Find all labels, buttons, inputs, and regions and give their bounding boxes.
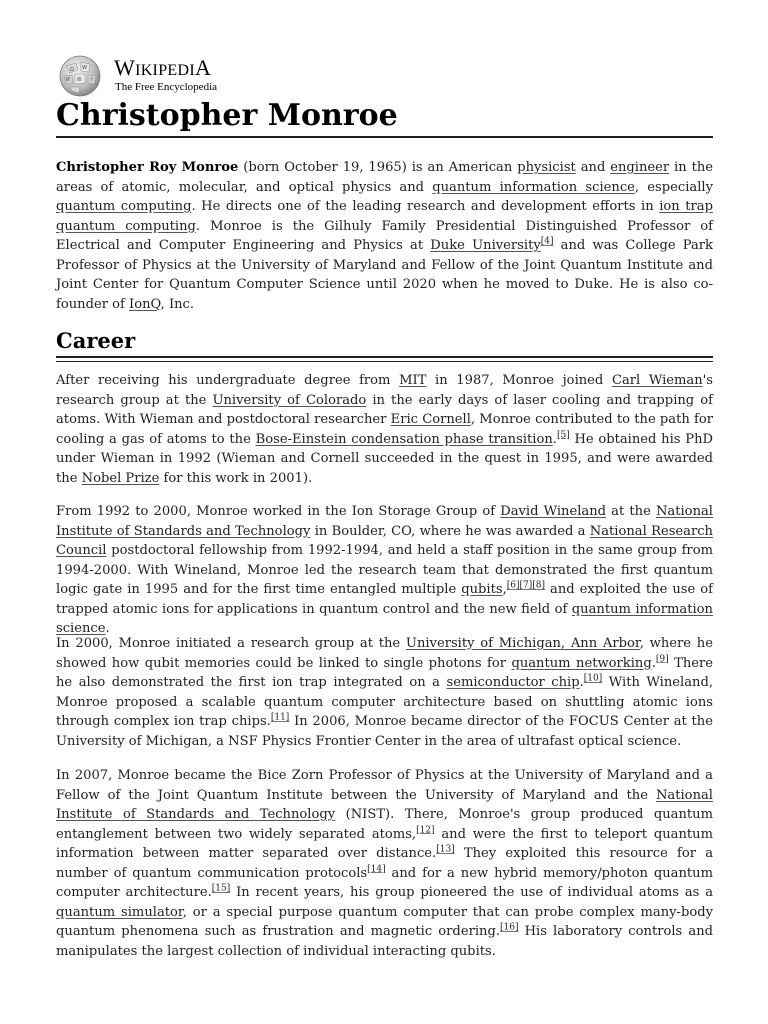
globe-glyph: И (66, 77, 70, 83)
wiki-link[interactable]: National Research Council (56, 523, 713, 558)
text-run: and exploited the use of trapped atomic ions for applications in quantum control and the new field of (56, 582, 713, 617)
wiki-link[interactable]: IonQ (129, 296, 161, 312)
citation-link[interactable]: [6] (506, 580, 520, 591)
citation-link[interactable]: [9] (655, 654, 669, 665)
wiki-link[interactable]: Eric Cornell (390, 412, 471, 427)
wiki-link[interactable]: quantum information science (56, 601, 713, 636)
text-run: His laboratory controls and manipulates the largest collection of individual interacting qubits. (56, 924, 714, 959)
wiki-link[interactable]: quantum computing (56, 199, 192, 214)
career-paragraph (56, 502, 713, 639)
text-run: and for a new hybrid memory/photon quantum computer architecture. (56, 865, 713, 900)
wiki-link[interactable]: Duke University (430, 238, 541, 253)
citation-link[interactable]: [5] (556, 430, 570, 441)
text-run: He obtained his PhD under Wieman in 1992 (Wieman and Cornell succeeded in the quest in 1995, and were awarded the (56, 431, 713, 486)
citation-link[interactable]: [10] (583, 673, 603, 684)
wiki-link[interactable]: National Institute of Standards and Technology (56, 787, 713, 822)
wiki-link[interactable]: physicist (517, 160, 576, 175)
wiki-link[interactable]: quantum networking (511, 655, 652, 671)
text-run: With Wineland, Monroe proposed a scalable quantum computer architecture based on shuttling atomic ions through complex ion trap chips. (56, 675, 713, 729)
wikipedia-wordmark: WIKIPEDIA (114, 55, 212, 80)
text-run: and (575, 160, 611, 175)
citation-link[interactable]: [12] (416, 825, 435, 836)
text-run: and was College Park Professor of Physics at the University of Maryland and Fellow of the Joint Quantum Institute and Joint Center for Quantum Computer Science until 2020 when he moved to Duke. He is also co-founder of (56, 238, 713, 312)
career-paragraph (56, 371, 713, 488)
text-run: . (552, 431, 557, 447)
text-run: From 1992 to 2000, Monroe worked in the Ion Storage Group of (56, 504, 501, 519)
text-run: . (579, 675, 584, 690)
citation-link[interactable]: [11] (270, 712, 290, 723)
text-run: in the areas of atomic, molecular, and optical physics and (56, 160, 714, 195)
wiki-link[interactable]: semiconductor chip (446, 675, 580, 690)
section-divider (56, 356, 713, 358)
text-run: at the (606, 504, 656, 519)
text-run: , or a special purpose quantum computer that can probe complex many-body quantum phenomena such as frustration and magnetic ordering. (56, 904, 714, 939)
text-run: (born October 19, 1965) is an American (238, 160, 518, 175)
text-run: . (105, 621, 110, 636)
text-run: In 2000, Monroe initiated a research group at the (56, 636, 406, 651)
wiki-link[interactable]: Nobel Prize (81, 470, 160, 486)
wikipedia-tagline: The Free Encyclopedia (115, 81, 218, 93)
text-run: There he also demonstrated the first ion trap integrated on a (56, 655, 714, 690)
career-paragraph (56, 766, 713, 961)
globe-glyph: Ω (70, 67, 74, 73)
text-run: , where he showed how qubit memories could be linked to single photons for (56, 636, 713, 671)
text-run: and were the first to teleport quantum information between matter separated over distance. (56, 826, 713, 861)
wiki-link[interactable]: qubits (461, 582, 503, 597)
citation-link[interactable]: [15] (211, 883, 231, 894)
citation-link[interactable]: [8] (532, 580, 546, 591)
text-run: for this work in 2001). (159, 470, 313, 486)
wiki-link[interactable]: University of Michigan, Ann Arbor (405, 636, 640, 651)
bold-text: Christopher Roy Monroe (56, 160, 239, 175)
section-divider (56, 361, 713, 362)
wiki-link[interactable]: quantum simulator (56, 904, 183, 920)
wiki-link[interactable]: quantum information science (432, 179, 635, 195)
wiki-link[interactable]: engineer (610, 160, 670, 175)
text-run: . Monroe is the Gilhuly Family Presidential Distinguished Professor of Electrical and Computer Engineering and Physics at (56, 218, 713, 253)
globe-glyph: ウ (89, 77, 95, 83)
globe-glyph: W (82, 65, 87, 71)
text-run: 's research group at the (56, 373, 713, 408)
text-run: , Monroe contributed to the path for cooling a gas of atoms to the (56, 412, 713, 447)
wiki-link[interactable]: MIT (399, 373, 427, 388)
citation-link[interactable]: [14] (367, 864, 386, 875)
career-paragraph (56, 634, 713, 751)
text-run: In 2006, Monroe became director of the FOCUS Center at the University of Michigan, a NSF Physics Frontier Center in the area of ultrafast optical science. (56, 714, 713, 749)
text-run: In 2007, Monroe became the Bice Zorn Professor of Physics at the University of Maryland and a Fellow of the Joint Quantum Institute between the University of Maryland and the (56, 768, 713, 803)
text-run: in Boulder, CO, where he was awarded a (310, 523, 590, 539)
text-run: In recent years, his group pioneered the use of individual atoms as a (230, 885, 714, 900)
title-divider (56, 136, 713, 138)
text-run: , Inc. (160, 296, 195, 312)
text-run: in the early days of laser cooling and trapping of atoms. With Wieman and postdoctoral researcher (56, 392, 713, 427)
citation-link[interactable]: [13] (436, 844, 455, 855)
citation-link[interactable]: [4] (540, 236, 554, 247)
intro-paragraph (56, 158, 713, 314)
text-run: , especially (634, 179, 713, 195)
wiki-link[interactable]: Carl Wieman (611, 373, 703, 388)
section-heading-career: Career (56, 328, 136, 353)
wikipedia-globe-icon (56, 54, 104, 98)
wiki-link[interactable]: ion trap quantum computing (56, 199, 713, 234)
text-run: postdoctoral fellowship from 1992-1994, and held a staff position in the same group from 1994-2000. With Wineland, Monroe led the research team that demonstrated the first quantum logic gate in 1995 and for the first time entangled multiple (56, 543, 713, 597)
wiki-link[interactable]: University of Colorado (212, 392, 367, 408)
text-run: After receiving his undergraduate degree from (56, 373, 400, 388)
text-run: (NIST). There, Monroe's group produced quantum entanglement between two widely separated atoms, (56, 807, 713, 842)
globe-glyph: 維 (77, 77, 83, 83)
text-run: , (502, 582, 507, 597)
text-run: They exploited this resource for a number of quantum communication protocols (56, 846, 713, 881)
wiki-link[interactable]: Bose-Einstein condensation phase transition (255, 431, 553, 447)
wikipedia-logo[interactable] (56, 54, 356, 98)
page-title: Christopher Monroe (56, 98, 398, 133)
citation-link[interactable]: [16] (500, 922, 519, 933)
wiki-link[interactable]: National Institute of Standards and Technology (56, 504, 713, 539)
text-run: in 1987, Monroe joined (426, 373, 612, 388)
text-run: . He directs one of the leading research and development efforts in (191, 199, 660, 214)
text-run: . (651, 655, 656, 671)
citation-link[interactable]: [7] (519, 580, 533, 591)
wiki-link[interactable]: David Wineland (500, 504, 607, 519)
